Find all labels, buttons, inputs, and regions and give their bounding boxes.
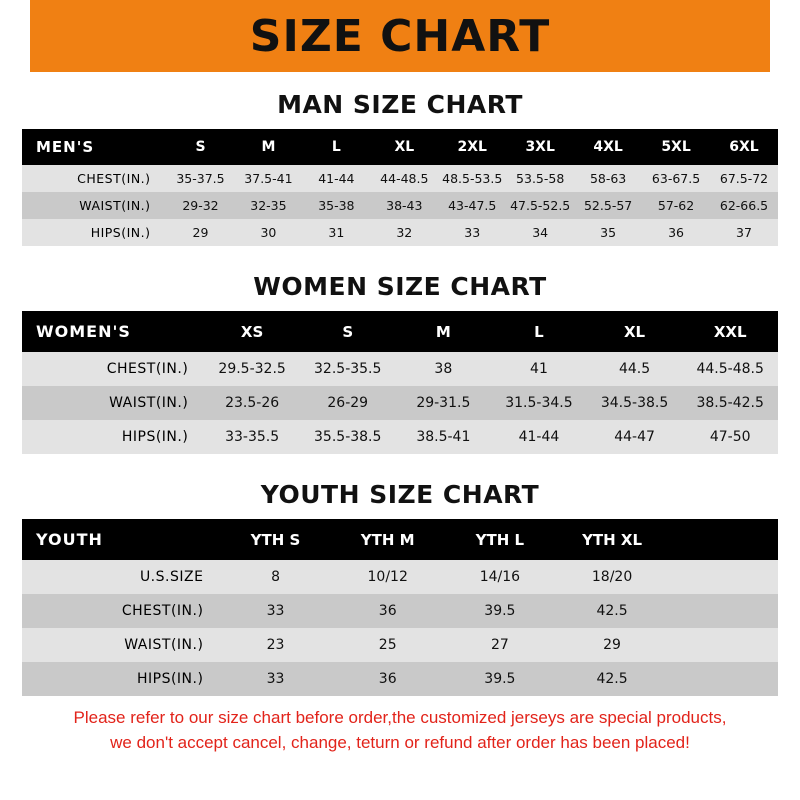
- column-header: YTH M: [332, 519, 444, 560]
- table-row: [22, 352, 778, 386]
- cell: 23: [219, 628, 331, 662]
- cell: 38.5-42.5: [682, 386, 778, 420]
- column-header: YTH XL: [556, 519, 668, 560]
- table-row: [22, 386, 778, 420]
- cell-spacer: [668, 560, 778, 594]
- column-header: YTH L: [444, 519, 556, 560]
- page-title: SIZE CHART: [249, 10, 551, 62]
- cell: 29.5-32.5: [204, 352, 300, 386]
- cell: 39.5: [444, 662, 556, 696]
- column-header: L: [302, 129, 370, 165]
- column-header: S: [167, 129, 235, 165]
- footer-note-line-1: Please refer to our size chart before order,the customized jerseys are special products,: [73, 708, 727, 727]
- cell: 67.5-72: [710, 165, 778, 192]
- cell: 33: [219, 594, 331, 628]
- header-band: [0, 0, 800, 72]
- cell-spacer: [668, 628, 778, 662]
- women-size-table: [22, 311, 778, 454]
- column-header: XL: [587, 311, 683, 352]
- row-label: CHEST(IN.): [22, 594, 219, 628]
- footer-note-line-2: we don't accept cancel, change, teturn or refund after order has been placed!: [110, 732, 690, 752]
- row-label: CHEST(IN.): [22, 352, 204, 386]
- cell: 36: [332, 594, 444, 628]
- cell: 53.5-58: [506, 165, 574, 192]
- column-header: YOUTH: [22, 519, 219, 560]
- column-header: WOMEN'S: [22, 311, 204, 352]
- footer-note: [22, 696, 778, 755]
- row-label: WAIST(IN.): [22, 192, 167, 219]
- cell: 29: [167, 219, 235, 246]
- column-header-spacer: [668, 519, 778, 560]
- man-size-table: [22, 129, 778, 246]
- column-header: XL: [370, 129, 438, 165]
- table-row: [22, 192, 778, 219]
- table-row: [22, 628, 778, 662]
- cell: 57-62: [642, 192, 710, 219]
- column-header: 5XL: [642, 129, 710, 165]
- cell: 34: [506, 219, 574, 246]
- column-header: 4XL: [574, 129, 642, 165]
- column-header: S: [300, 311, 396, 352]
- column-header: XS: [204, 311, 300, 352]
- cell: 38.5-41: [396, 420, 492, 454]
- cell: 8: [219, 560, 331, 594]
- header-left-block: [0, 0, 30, 72]
- row-label: CHEST(IN.): [22, 165, 167, 192]
- column-header: 2XL: [438, 129, 506, 165]
- table-header-row: [22, 311, 778, 352]
- cell: 37: [710, 219, 778, 246]
- cell: 18/20: [556, 560, 668, 594]
- cell: 33: [438, 219, 506, 246]
- cell: 44.5-48.5: [682, 352, 778, 386]
- row-label: HIPS(IN.): [22, 662, 219, 696]
- table-row: [22, 560, 778, 594]
- row-label: U.S.SIZE: [22, 560, 219, 594]
- column-header: XXL: [682, 311, 778, 352]
- cell-spacer: [668, 594, 778, 628]
- women-section-title: WOMEN SIZE CHART: [253, 272, 547, 301]
- cell: 47.5-52.5: [506, 192, 574, 219]
- cell: 35-37.5: [167, 165, 235, 192]
- cell: 32-35: [234, 192, 302, 219]
- column-header: M: [396, 311, 492, 352]
- cell: 33: [219, 662, 331, 696]
- cell: 10/12: [332, 560, 444, 594]
- cell: 52.5-57: [574, 192, 642, 219]
- cell: 38: [396, 352, 492, 386]
- cell: 31.5-34.5: [491, 386, 587, 420]
- cell: 42.5: [556, 594, 668, 628]
- row-label: HIPS(IN.): [22, 420, 204, 454]
- cell: 39.5: [444, 594, 556, 628]
- cell: 41: [491, 352, 587, 386]
- cell: 38-43: [370, 192, 438, 219]
- cell: 30: [234, 219, 302, 246]
- column-header: M: [234, 129, 302, 165]
- row-label: WAIST(IN.): [22, 628, 219, 662]
- row-label: WAIST(IN.): [22, 386, 204, 420]
- cell: 23.5-26: [204, 386, 300, 420]
- cell: 32.5-35.5: [300, 352, 396, 386]
- table-row: [22, 165, 778, 192]
- table-row: [22, 219, 778, 246]
- table-header-row: [22, 129, 778, 165]
- cell: 43-47.5: [438, 192, 506, 219]
- cell: 37.5-41: [234, 165, 302, 192]
- column-header: L: [491, 311, 587, 352]
- column-header: MEN'S: [22, 129, 167, 165]
- cell: 25: [332, 628, 444, 662]
- cell: 27: [444, 628, 556, 662]
- cell: 42.5: [556, 662, 668, 696]
- cell: 26-29: [300, 386, 396, 420]
- row-label: HIPS(IN.): [22, 219, 167, 246]
- cell: 63-67.5: [642, 165, 710, 192]
- column-header: 3XL: [506, 129, 574, 165]
- cell: 34.5-38.5: [587, 386, 683, 420]
- youth-size-table: [22, 519, 778, 696]
- youth-section-title: YOUTH SIZE CHART: [260, 480, 540, 509]
- cell: 36: [332, 662, 444, 696]
- cell: 32: [370, 219, 438, 246]
- cell: 29-31.5: [396, 386, 492, 420]
- cell: 29: [556, 628, 668, 662]
- cell: 44-47: [587, 420, 683, 454]
- cell: 41-44: [302, 165, 370, 192]
- cell: 58-63: [574, 165, 642, 192]
- cell: 33-35.5: [204, 420, 300, 454]
- column-header: YTH S: [219, 519, 331, 560]
- cell: 44-48.5: [370, 165, 438, 192]
- cell: 47-50: [682, 420, 778, 454]
- cell-spacer: [668, 662, 778, 696]
- header-right-block: [770, 0, 800, 72]
- cell: 14/16: [444, 560, 556, 594]
- table-row: [22, 594, 778, 628]
- cell: 35.5-38.5: [300, 420, 396, 454]
- cell: 44.5: [587, 352, 683, 386]
- table-row: [22, 662, 778, 696]
- cell: 36: [642, 219, 710, 246]
- table-header-row: [22, 519, 778, 560]
- cell: 48.5-53.5: [438, 165, 506, 192]
- cell: 31: [302, 219, 370, 246]
- chart-content: [0, 72, 800, 800]
- column-header: 6XL: [710, 129, 778, 165]
- cell: 29-32: [167, 192, 235, 219]
- cell: 41-44: [491, 420, 587, 454]
- cell: 35: [574, 219, 642, 246]
- table-row: [22, 420, 778, 454]
- man-section-title: MAN SIZE CHART: [277, 90, 523, 119]
- cell: 62-66.5: [710, 192, 778, 219]
- cell: 35-38: [302, 192, 370, 219]
